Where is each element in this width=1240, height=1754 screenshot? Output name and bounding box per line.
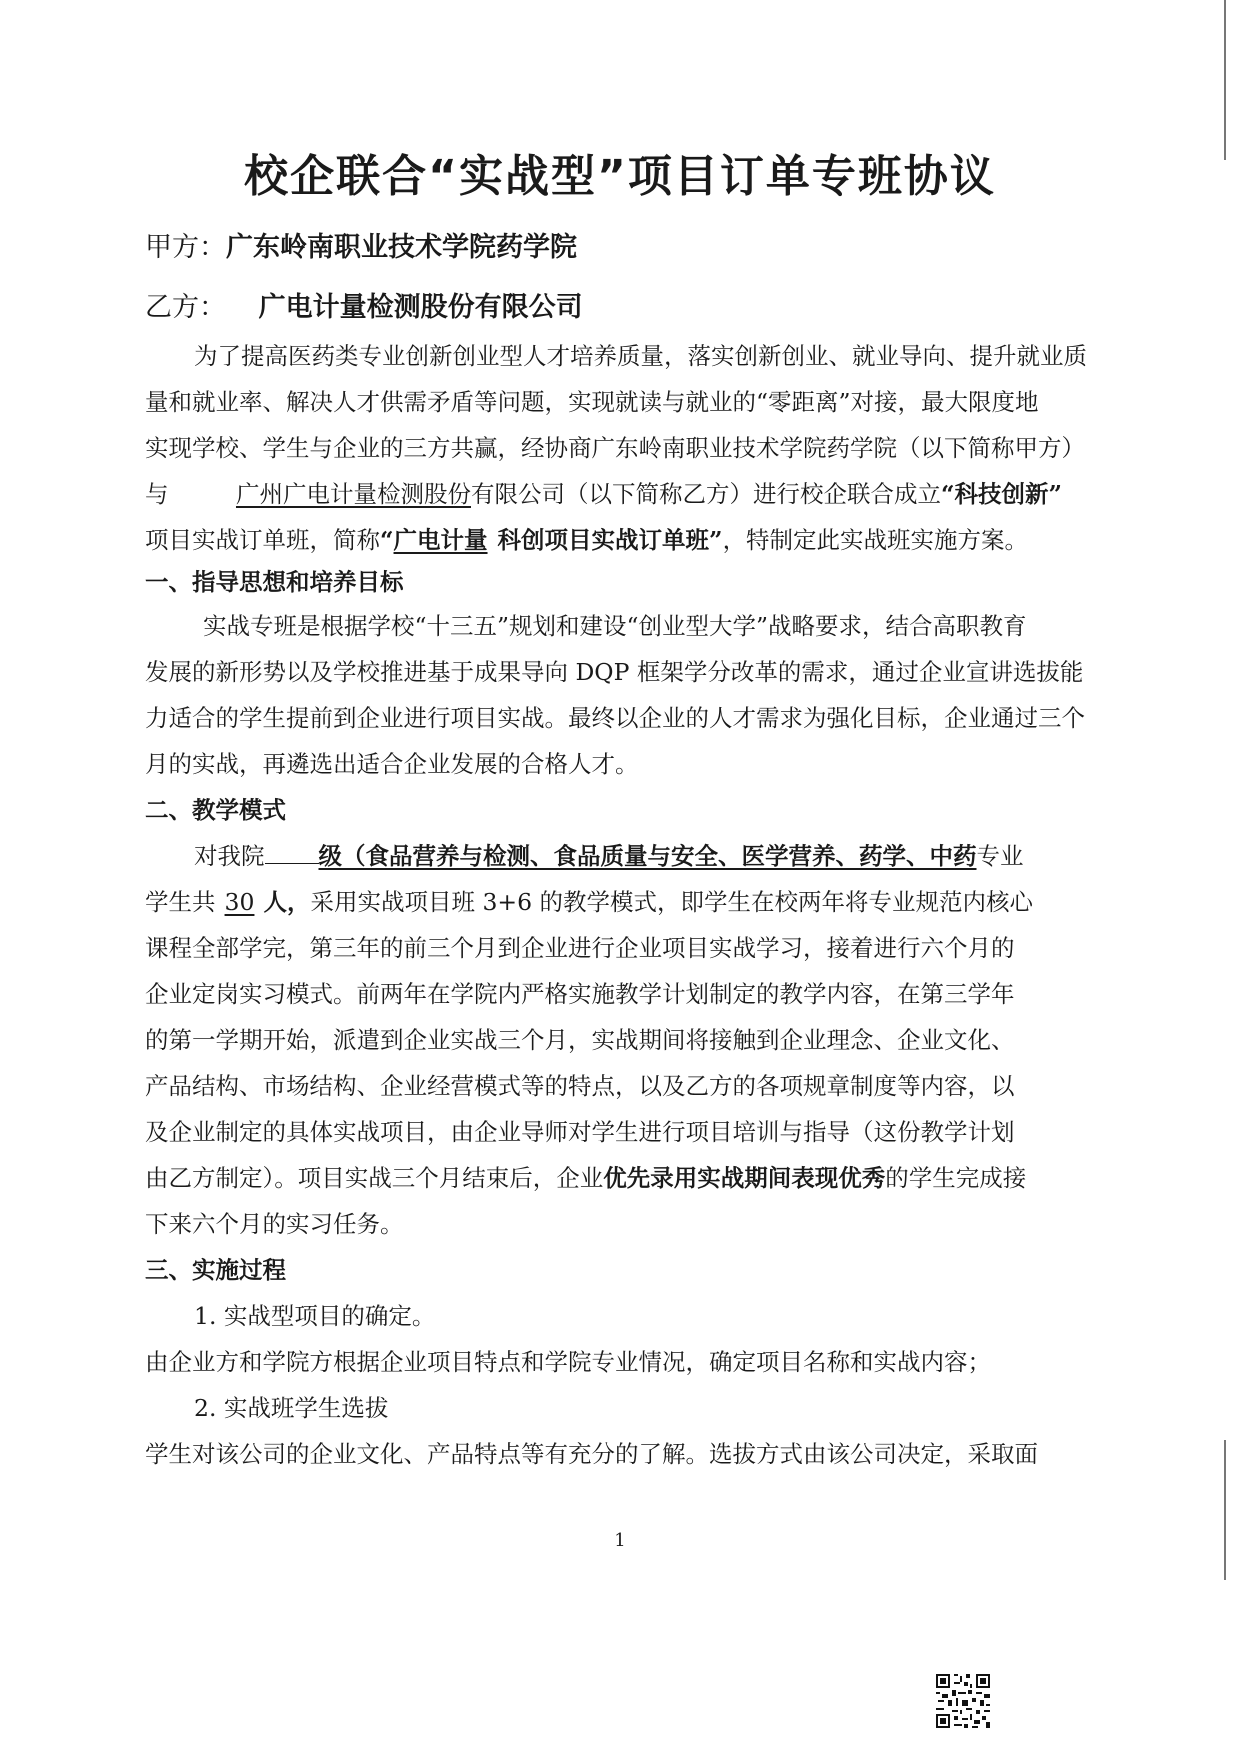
section2-text: 学生共 xyxy=(145,888,216,916)
scan-edge-mark xyxy=(1224,0,1226,160)
emphasis-text: 优先录用实战期间表现优秀 xyxy=(603,1164,886,1192)
section2-text: 的学生完成接 xyxy=(885,1164,1027,1192)
partner-company-name: 广州广电计量检测股份 xyxy=(235,480,471,508)
party-a-label: 甲方： xyxy=(145,232,226,263)
party-a xyxy=(145,225,577,264)
intro-text: 有限公司（以下简称乙方）进行校企联合成立 xyxy=(470,480,941,508)
section2-line: 产品结构、市场结构、企业经营模式等的特点，以及乙方的各项规章制度等内容，以 xyxy=(145,1072,1015,1100)
section2-text: 由乙方制定）。项目实战三个月结束后，企业 xyxy=(145,1164,604,1192)
item-title: 1. 实战型项目的确定。 xyxy=(194,1302,436,1330)
student-count: 30 xyxy=(224,888,255,916)
item-text: 学生对该公司的企业文化、产品特点等有充分的了解。选拔方式由该公司决定，采取面 xyxy=(145,1440,1038,1468)
party-a-name: 广东岭南职业技术学院药学院 xyxy=(226,232,577,263)
section-heading: 一、指导思想和培养目标 xyxy=(145,568,404,596)
class-full-name: 科创项目实战订单班” xyxy=(497,526,723,554)
section1-line: 实战专班是根据学校“十三五”规划和建设“创业型大学”战略要求，结合高职教育 xyxy=(203,612,1027,640)
section-heading: 三、实施过程 xyxy=(145,1256,286,1284)
majors-list: 级（食品营养与检测、食品质量与安全、医学营养、药学、中药 xyxy=(318,842,977,870)
class-short-name: 广电计量 xyxy=(393,526,488,554)
scan-edge-mark xyxy=(1224,1440,1226,1580)
intro-line: 实现学校、学生与企业的三方共赢，经协商广东岭南职业技术学院药学院（以下简称甲方） xyxy=(145,434,1085,462)
section2-text: 采用实战项目班 3+6 的教学模式，即学生在校两年将专业规范内核心 xyxy=(310,888,1034,916)
section2-line: 及企业制定的具体实战项目，由企业导师对学生进行项目培训与指导（这份教学计划 xyxy=(145,1118,1015,1146)
section2-line: 企业定岗实习模式。前两年在学院内严格实施教学计划制定的教学内容，在第三学年 xyxy=(145,980,1015,1008)
intro-text: ，特制定此实战班实施方案。 xyxy=(722,526,1029,554)
intro-line xyxy=(145,518,1028,562)
section2-text: 对我院 xyxy=(194,842,265,870)
section1-line: 力适合的学生提前到企业进行项目实战。最终以企业的人才需求为强化目标，企业通过三个 xyxy=(145,704,1085,732)
program-name: “科技创新” xyxy=(940,480,1063,508)
quote-mark: “ xyxy=(380,526,394,554)
section1-line: 发展的新形势以及学校推进基于成果导向 DQP 框架学分改革的需求，通过企业宣讲选拔能 xyxy=(145,658,1084,686)
intro-text: 与 xyxy=(145,480,169,508)
section2-line: 课程全部学完，第三年的前三个月到企业进行企业项目实战学习，接着进行六个月的 xyxy=(145,934,1015,962)
intro-text: 项目实战订单班，简称 xyxy=(145,526,380,554)
intro-line xyxy=(145,472,1062,516)
section2-line xyxy=(145,880,1033,924)
party-b-name: 广电计量检测股份有限公司 xyxy=(258,292,583,323)
section1-line: 月的实战，再遴选出适合企业发展的合格人才。 xyxy=(145,750,639,778)
section2-text: 人， xyxy=(263,888,311,916)
party-b xyxy=(145,285,583,324)
item-text: 由企业方和学院方根据企业项目特点和学院专业情况，确定项目名称和实战内容； xyxy=(145,1348,991,1376)
section2-text: 专业 xyxy=(976,842,1024,870)
section2-line xyxy=(194,834,1024,878)
page-number: 1 xyxy=(614,1530,626,1551)
grade-blank-field xyxy=(265,841,319,864)
section2-line: 下来六个月的实习任务。 xyxy=(145,1210,404,1238)
party-b-label: 乙方： xyxy=(145,292,226,323)
document-title: 校企联合“实战型”项目订单专班协议 xyxy=(244,151,996,202)
item-title: 2. 实战班学生选拔 xyxy=(194,1394,389,1422)
intro-line: 量和就业率、解决人才供需矛盾等问题，实现就读与就业的“零距离”对接，最大限度地 xyxy=(145,388,1039,416)
intro-line: 为了提高医药类专业创新创业型人才培养质量，落实创新创业、就业导向、提升就业质 xyxy=(194,342,1087,370)
section2-line: 的第一学期开始，派遣到企业实战三个月，实战期间将接触到企业理念、企业文化、 xyxy=(145,1026,1015,1054)
qr-code-icon xyxy=(934,1672,992,1730)
section-heading: 二、教学模式 xyxy=(145,796,286,824)
section2-line xyxy=(145,1156,1026,1200)
